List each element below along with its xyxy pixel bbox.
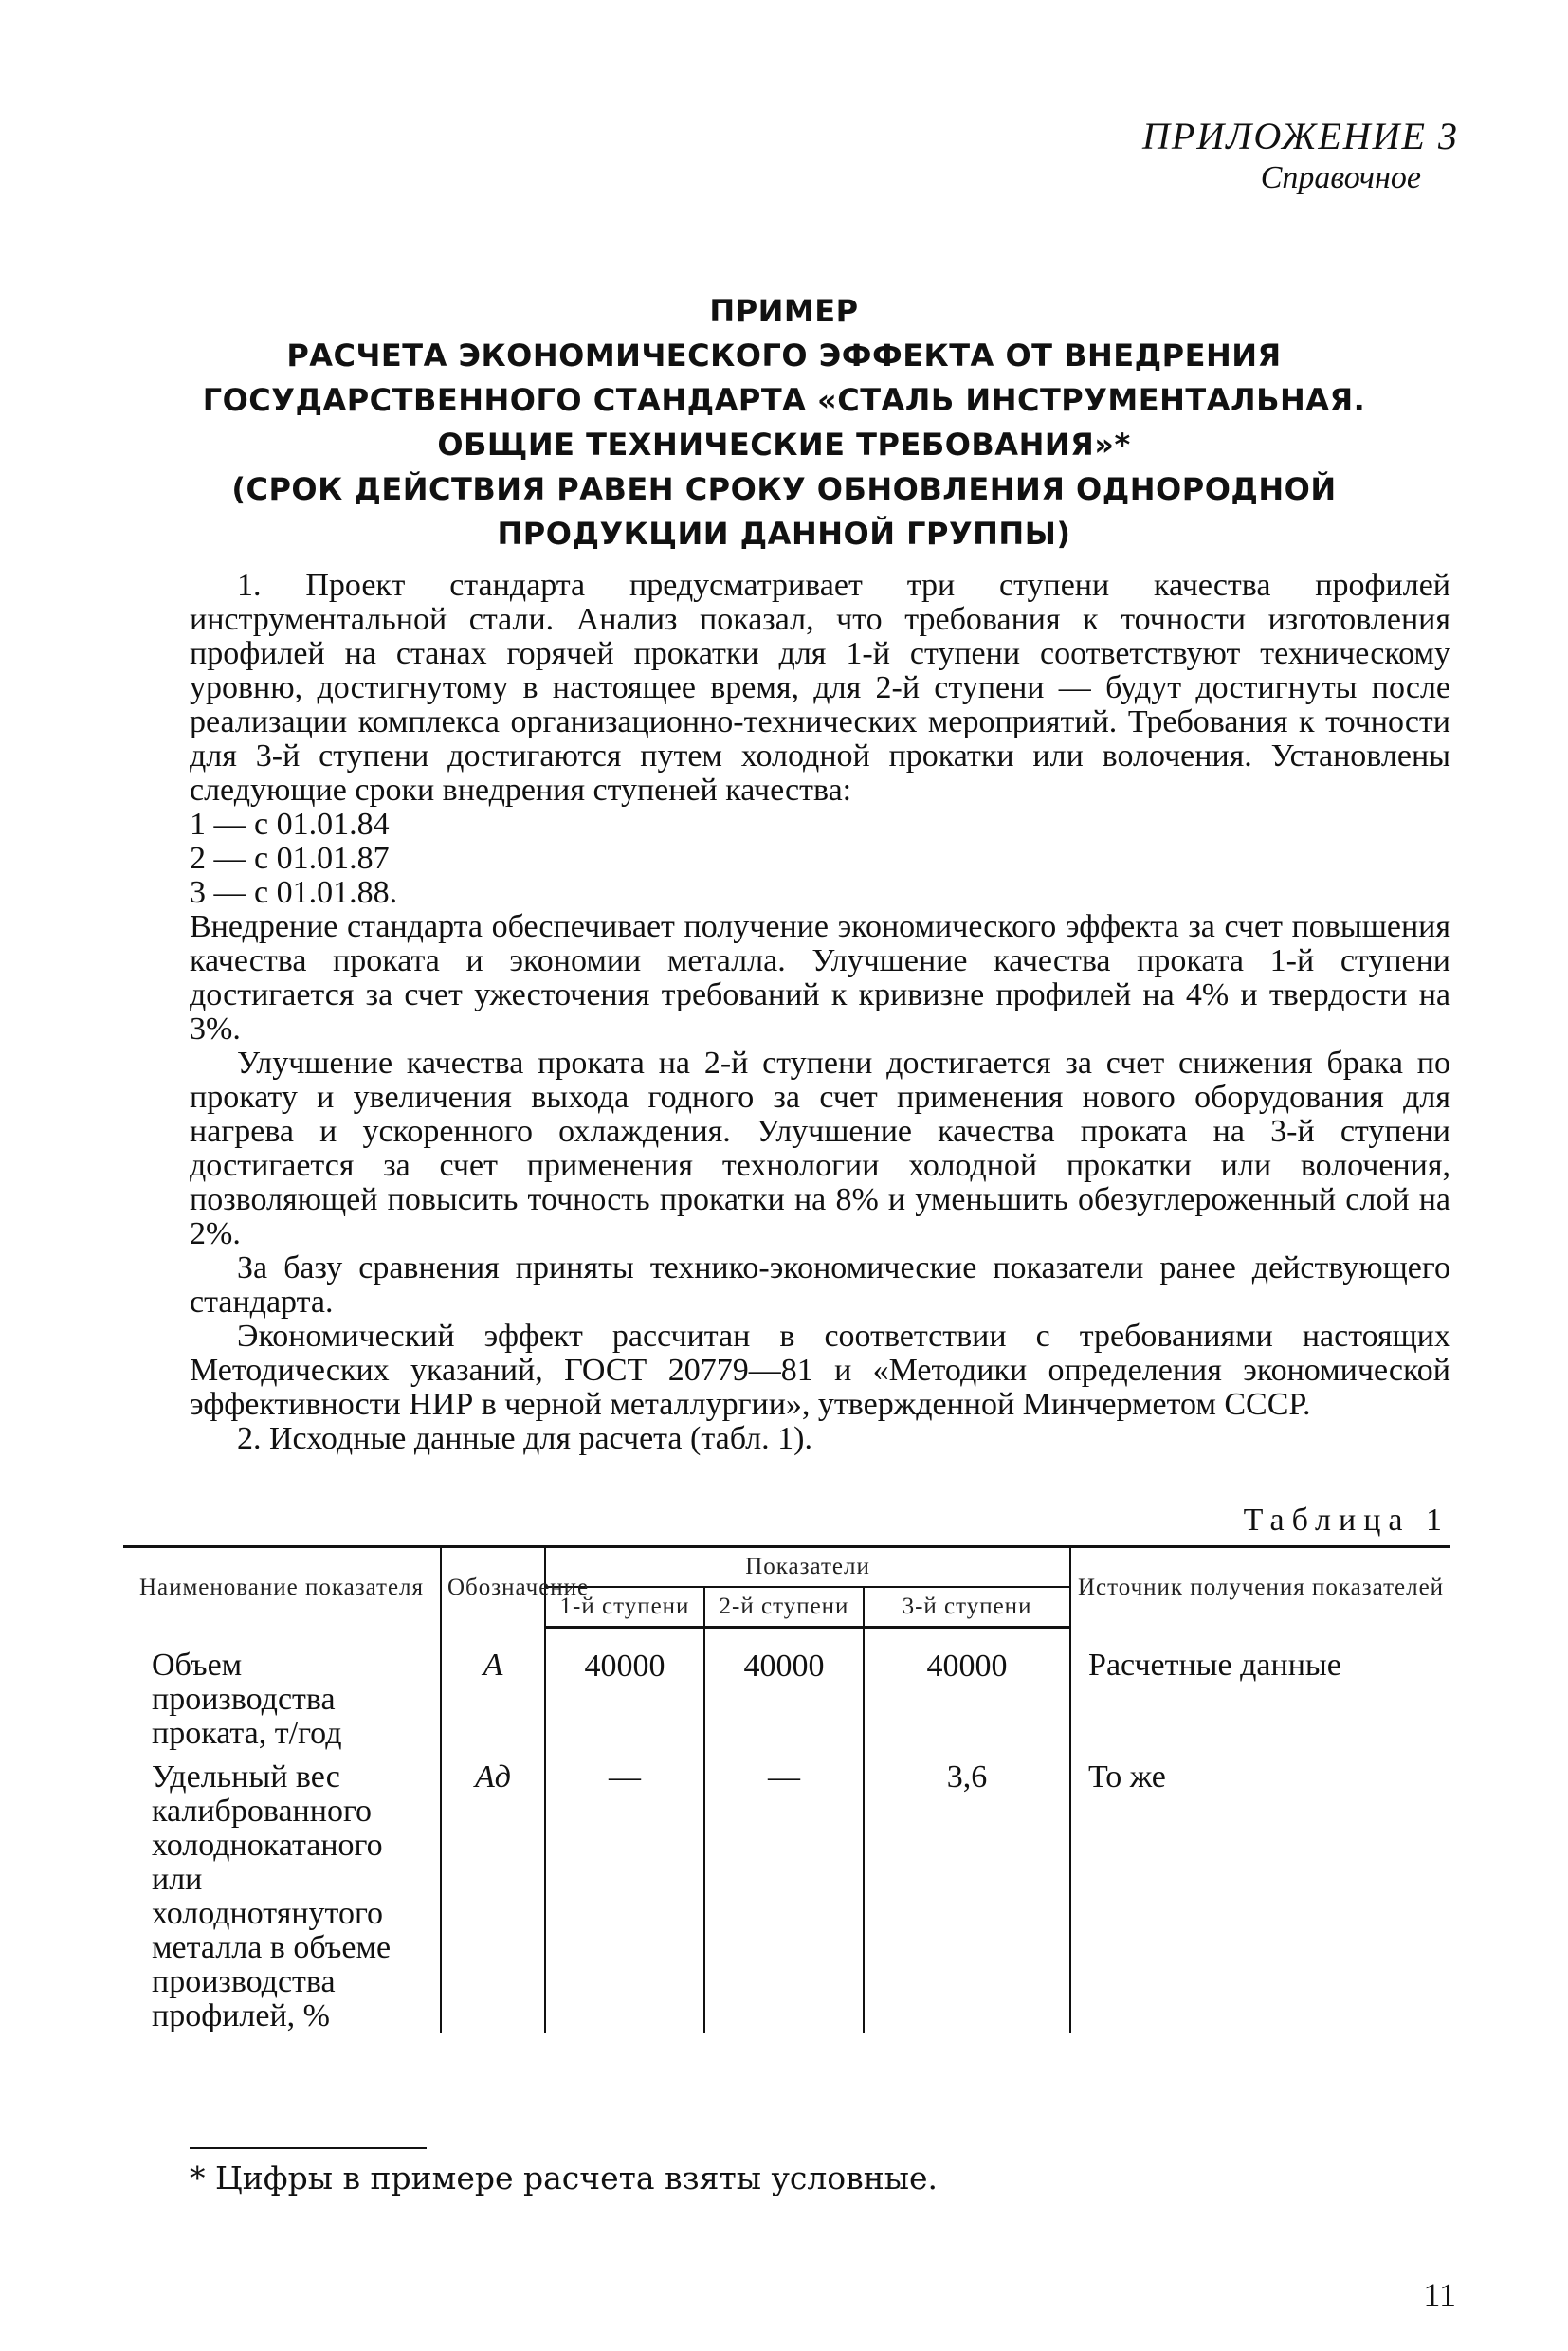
paragraph-4: За базу сравнения приняты технико-экономические показатели ранее действующего стандарта. bbox=[190, 1250, 1450, 1320]
document-title bbox=[142, 289, 1426, 556]
title-line: РАСЧЕТА ЭКОНОМИЧЕСКОГО ЭФФЕКТА ОТ ВНЕДРЕНИЯ bbox=[286, 337, 1282, 374]
initial-data-table bbox=[123, 1545, 1450, 2033]
title-line: ОБЩИЕ ТЕХНИЧЕСКИЕ ТРЕБОВАНИЯ»* bbox=[437, 427, 1131, 463]
paragraph-2: Внедрение стандарта обеспечивает получение экономического эффекта за счет повышения качества проката и экономии металла. Улучшение качества проката 1-й ступени достигается за счет ужесточения требований к кривизне профилей на 4% и твердости на 3%. bbox=[190, 909, 1450, 1047]
header-step-2: 2-й ступени bbox=[704, 1587, 864, 1628]
header-name: Наименование показателя bbox=[123, 1547, 441, 1628]
appendix-label bbox=[1142, 114, 1459, 198]
paragraph-5: Экономический эффект рассчитан в соответствии с требованиями настоящих Методических указаний, ГОСТ 20779—81 и «Методики определения экономической эффективности НИР в черной металлургии», утвержденной Минчерметом СССР. bbox=[190, 1319, 1450, 1422]
title-line: ПРОДУКЦИИ ДАННОЙ ГРУППЫ) bbox=[497, 516, 1071, 552]
table-row bbox=[123, 1751, 1450, 2033]
cell-symbol: A bbox=[441, 1628, 545, 1751]
footnote: * Цифры в примере расчета взяты условные. bbox=[190, 2160, 939, 2196]
cell-name: Удельный вес калиброванного холоднокатаного или холоднотянутого металла в объеме производства профилей, % bbox=[123, 1751, 441, 2033]
appendix-number: ПРИЛОЖЕНИЕ 3 bbox=[1142, 115, 1459, 157]
title-line: ГОСУДАРСТВЕННОГО СТАНДАРТА «СТАЛЬ ИНСТРУМЕНТАЛЬНАЯ. bbox=[202, 382, 1366, 418]
footnote-divider bbox=[190, 2147, 427, 2149]
title-line: ПРИМЕР bbox=[709, 293, 859, 329]
cell-step-2: 40000 bbox=[704, 1628, 864, 1751]
appendix-type: Справочное bbox=[1260, 160, 1421, 195]
date-item: 3 — с 01.01.88. bbox=[190, 875, 398, 910]
paragraph-3: Улучшение качества проката на 2-й ступени достигается за счет снижения брака по прокату и увеличения выхода годного за счет применения нового оборудования для нагрева и ускоренного охлаждения. Улучшение качества проката на 3-й ступени достигается за счет применения технологии холодной прокатки или волочения, позволяющей повысить точность прокатки на 8% и уменьшить обезуглероженный слой на 2%. bbox=[190, 1046, 1450, 1251]
paragraph-6: 2. Исходные данные для расчета (табл. 1). bbox=[237, 1421, 812, 1456]
paragraph-1: 1. Проект стандарта предусматривает три ступени качества профилей инструментальной стали. Анализ показал, что требования к точности изготовления профилей на станах горячей прокатки для 1-й ступени соответствуют техническому уровню, достигнутому в настоящее время, для 2-й ступени — будут достигнуты после реализации комплекса организационно-технических мероприятий. Требования к точности для 3-й ступени достигаются путем холодной прокатки или волочения. Установлены следующие сроки внедрения ступеней качества: bbox=[190, 568, 1450, 808]
table-caption: Таблица 1 bbox=[1243, 1503, 1449, 1538]
implementation-dates bbox=[190, 808, 1450, 910]
header-step-1: 1-й ступени bbox=[545, 1587, 704, 1628]
date-item: 2 — с 01.01.87 bbox=[190, 841, 390, 876]
cell-step-1: — bbox=[545, 1751, 704, 2033]
cell-step-2: — bbox=[704, 1751, 864, 2033]
cell-name: Объем производства проката, т/год bbox=[123, 1628, 441, 1751]
header-symbol: Обозначение bbox=[441, 1547, 545, 1628]
cell-step-1: 40000 bbox=[545, 1628, 704, 1751]
header-source: Источник получения показателей bbox=[1070, 1547, 1450, 1628]
cell-step-3: 40000 bbox=[864, 1628, 1070, 1751]
cell-source: То же bbox=[1088, 1759, 1166, 1795]
cell-symbol: Aд bbox=[441, 1751, 545, 2033]
page-number: 11 bbox=[1423, 2276, 1456, 2314]
title-line: (СРОК ДЕЙСТВИЯ РАВЕН СРОКУ ОБНОВЛЕНИЯ ОДНОРОДНОЙ bbox=[231, 471, 1337, 507]
body-text bbox=[190, 569, 1450, 1456]
cell-step-3: 3,6 bbox=[864, 1751, 1070, 2033]
date-item: 1 — с 01.01.84 bbox=[190, 807, 390, 842]
cell-source: Расчетные данные bbox=[1088, 1647, 1341, 1683]
header-step-3: 3-й ступени bbox=[864, 1587, 1070, 1628]
table-row bbox=[123, 1628, 1450, 1751]
header-indicators: Показатели bbox=[545, 1547, 1070, 1588]
